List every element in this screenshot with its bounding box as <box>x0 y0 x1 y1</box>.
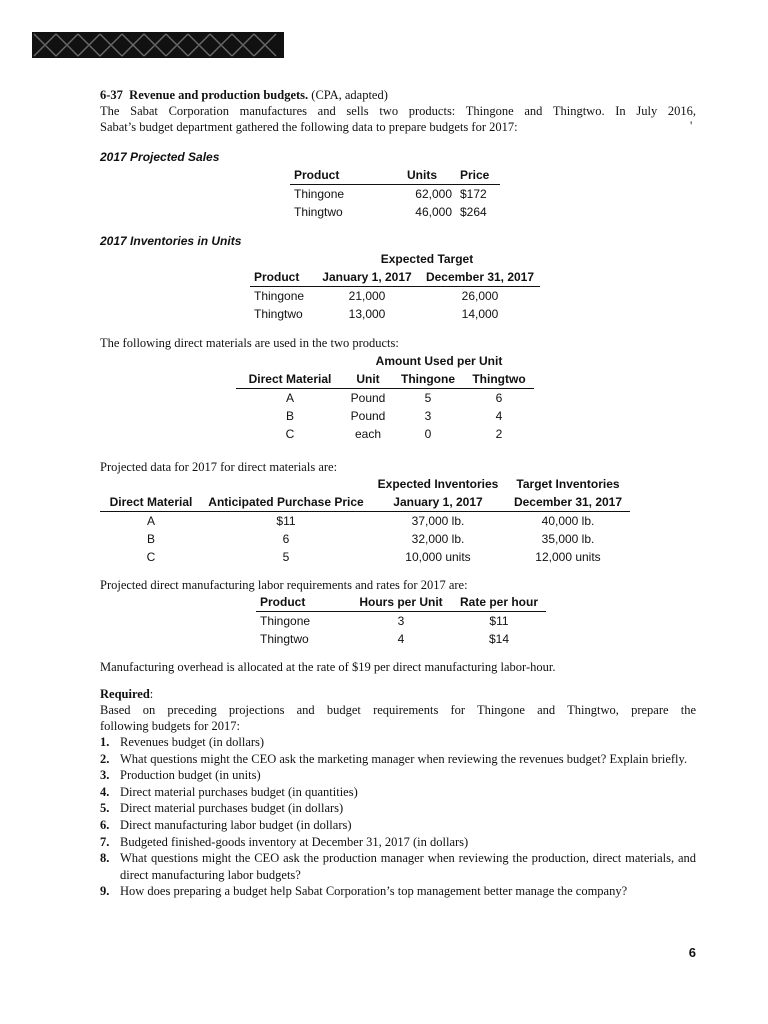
list-item <box>100 734 696 751</box>
materials-used-header-unit: Unit <box>356 372 380 386</box>
stray-mark: ' <box>690 119 693 133</box>
list-item-number: 6. <box>100 817 110 832</box>
list-item-text: Direct manufacturing labor budget (in dollars) <box>120 817 352 832</box>
labor-cell: $11 <box>489 614 509 628</box>
labor-cell: Thingtwo <box>260 632 309 646</box>
materials-used-header-row <box>236 370 534 389</box>
problem-number: 6-37 <box>100 88 123 102</box>
labor-cell: 3 <box>397 614 405 628</box>
materials-projected-intro: Projected data for 2017 for direct materials are: <box>100 460 338 474</box>
labor-cell: 4 <box>397 632 405 646</box>
table-row <box>256 630 546 648</box>
labor-cell: Thingone <box>260 614 311 628</box>
list-item <box>100 850 696 883</box>
list-item <box>100 883 696 900</box>
table-row <box>236 389 534 408</box>
materials-projected-header-row <box>100 493 630 512</box>
list-item-number: 9. <box>100 884 110 899</box>
required-colon: : <box>149 687 154 701</box>
materials-projected-cell: A <box>146 514 155 528</box>
materials-used-cell: 5 <box>424 391 432 405</box>
list-item-number: 1. <box>100 735 110 749</box>
list-item-number: 7. <box>100 834 110 849</box>
materials-projected-cell: 35,000 lb. <box>541 532 595 546</box>
materials-projected-cell: 5 <box>282 550 290 564</box>
inventories-header-dec: December 31, 2017 <box>425 270 535 284</box>
materials-projected-group-header-expected: Expected Inventories <box>377 477 499 491</box>
materials-used-intro: The following direct materials are used in the two products: <box>100 336 399 350</box>
materials-projected-header-material: Direct Material <box>109 495 193 509</box>
list-item-text: What questions might the CEO ask the marketing manager when reviewing the revenues budget? Explain briefly. <box>120 751 688 766</box>
materials-used-cell: 4 <box>495 409 503 423</box>
sales-cell: $264 <box>460 205 487 219</box>
labor-intro: Projected direct manufacturing labor requirements and rates for 2017 are: <box>100 578 468 592</box>
materials-projected-cell: 37,000 lb. <box>411 514 465 528</box>
page-number: 6 <box>688 945 696 960</box>
materials-projected-cell: 6 <box>282 532 290 546</box>
required-list <box>100 734 696 900</box>
materials-projected-cell: B <box>146 532 155 546</box>
materials-projected-cell: 10,000 units <box>405 550 471 564</box>
sales-header-row <box>290 166 500 185</box>
sales-cell: Thingone <box>294 187 345 201</box>
list-item-text: Production budget (in units) <box>120 768 261 783</box>
labor-header-rate: Rate per hour <box>459 595 538 609</box>
table-row <box>256 612 546 631</box>
inventories-cell: 13,000 <box>348 307 386 321</box>
materials-used-header-thingone: Thingone <box>401 372 455 386</box>
inventories-header-jan: January 1, 2017 <box>322 270 412 284</box>
inventories-cell: Thingone <box>254 289 305 303</box>
materials-used-table <box>236 352 534 443</box>
table-row <box>236 425 534 443</box>
intro-line-2: Sabat’s budget department gathered the following data to prepare budgets for 2017: <box>100 120 518 134</box>
problem-source: (CPA, adapted) <box>311 88 388 102</box>
materials-projected-header-jan: January 1, 2017 <box>393 495 483 509</box>
materials-used-cell: 3 <box>424 409 432 423</box>
materials-projected-group-spacer <box>100 475 202 493</box>
table-row <box>250 287 540 306</box>
inventories-group-row <box>250 250 540 268</box>
materials-projected-header-price: Anticipated Purchase Price <box>208 495 364 509</box>
inventories-group-spacer <box>250 250 314 268</box>
list-item-text: Revenues budget (in dollars) <box>120 735 265 749</box>
required-heading <box>100 686 696 702</box>
table-row <box>100 512 630 531</box>
table-row <box>100 530 630 548</box>
materials-used-cell: 2 <box>495 427 503 441</box>
list-item-number: 2. <box>100 751 110 766</box>
materials-used-cell: C <box>285 427 295 441</box>
list-item <box>100 767 696 784</box>
list-item-text: How does preparing a budget help Sabat Corporation’s top management better manage the company? <box>120 884 628 899</box>
required-section <box>100 686 696 900</box>
inventories-cell: 21,000 <box>348 289 386 303</box>
materials-used-cell: A <box>285 391 294 405</box>
materials-used-header-thingtwo: Thingtwo <box>472 372 526 386</box>
problem-title-line <box>100 87 696 103</box>
sales-cell: $172 <box>460 187 487 201</box>
materials-used-group-row <box>236 352 534 370</box>
materials-used-header-material: Direct Material <box>248 372 332 386</box>
sales-header-product: Product <box>294 168 340 182</box>
inventories-cell: 14,000 <box>461 307 499 321</box>
inventories-header-product: Product <box>254 270 300 284</box>
inventories-header-row <box>250 268 540 287</box>
materials-projected-cell: $11 <box>276 514 296 528</box>
materials-projected-group-row <box>100 475 630 493</box>
sales-header-price: Price <box>460 168 490 182</box>
inventories-group-header: Expected Target <box>380 252 474 266</box>
table-row <box>290 185 500 204</box>
required-intro-line-2: following budgets for 2017: <box>100 719 240 733</box>
redaction-crosshatch-graphic <box>32 32 284 58</box>
intro-line-1: The Sabat Corporation manufactures and sells two products: Thingone and Thingtwo. In July 2016, <box>100 104 696 118</box>
table-row <box>250 305 540 323</box>
list-item <box>100 751 696 768</box>
materials-projected-cell: 32,000 lb. <box>411 532 465 546</box>
list-item <box>100 817 696 834</box>
sales-cell: 46,000 <box>415 205 452 219</box>
materials-projected-group-spacer <box>202 475 370 493</box>
sales-cell: 62,000 <box>415 187 452 201</box>
inventories-heading: 2017 Inventories in Units <box>100 234 242 248</box>
materials-projected-cell: 40,000 lb. <box>541 514 595 528</box>
materials-projected-cell: 12,000 units <box>535 550 601 564</box>
labor-header-row <box>256 593 546 612</box>
inventories-cell: Thingtwo <box>254 307 303 321</box>
inventories-cell: 26,000 <box>461 289 499 303</box>
list-item <box>100 834 696 851</box>
sales-heading: 2017 Projected Sales <box>100 150 220 164</box>
list-item-text: Direct material purchases budget (in quantities) <box>120 784 358 799</box>
materials-used-cell: each <box>354 427 382 441</box>
labor-header-hours: Hours per Unit <box>359 595 443 609</box>
list-item-text: Direct material purchases budget (in dollars) <box>120 801 344 816</box>
labor-table <box>256 593 546 648</box>
materials-projected-cell: C <box>146 550 156 564</box>
sales-header-units: Units <box>407 168 437 182</box>
required-label: Required <box>100 687 150 701</box>
materials-used-cell: Pound <box>350 391 386 405</box>
list-item-number: 3. <box>100 768 110 783</box>
list-item-number: 4. <box>100 784 110 799</box>
materials-used-group-spacer <box>236 352 344 370</box>
materials-used-cell: 0 <box>424 427 432 441</box>
overhead-text: Manufacturing overhead is allocated at the rate of $19 per direct manufacturing labor-hour. <box>100 660 556 674</box>
list-item <box>100 800 696 817</box>
materials-used-group-header: Amount Used per Unit <box>375 354 503 368</box>
list-item <box>100 784 696 801</box>
materials-used-cell: 6 <box>495 391 503 405</box>
materials-projected-group-header-target: Target Inventories <box>516 477 620 491</box>
labor-cell: $14 <box>488 632 510 646</box>
list-item-number: 8. <box>100 851 110 866</box>
list-item-text: Budgeted finished-goods inventory at December 31, 2017 (in dollars) <box>120 834 469 849</box>
materials-used-cell: B <box>285 409 294 423</box>
list-item-text: What questions might the CEO ask the production manager when reviewing the production, direct materials, and direct manufacturing labor budgets? <box>120 851 696 882</box>
sales-cell: Thingtwo <box>294 205 343 219</box>
table-row <box>236 407 534 425</box>
problem-title: Revenue and production budgets. <box>129 88 309 102</box>
materials-projected-table <box>100 475 630 566</box>
materials-used-cell: Pound <box>350 409 386 423</box>
required-intro-line-1: Based on preceding projections and budget requirements for Thingone and Thingtwo, prepare the <box>100 703 696 717</box>
table-row <box>100 548 630 566</box>
materials-projected-header-dec: December 31, 2017 <box>513 495 623 509</box>
inventories-table <box>250 250 540 323</box>
redacted-header-bar <box>32 32 284 58</box>
sales-table <box>290 166 500 221</box>
table-row <box>290 203 500 221</box>
list-item-number: 5. <box>100 801 110 816</box>
labor-header-product: Product <box>260 595 306 609</box>
